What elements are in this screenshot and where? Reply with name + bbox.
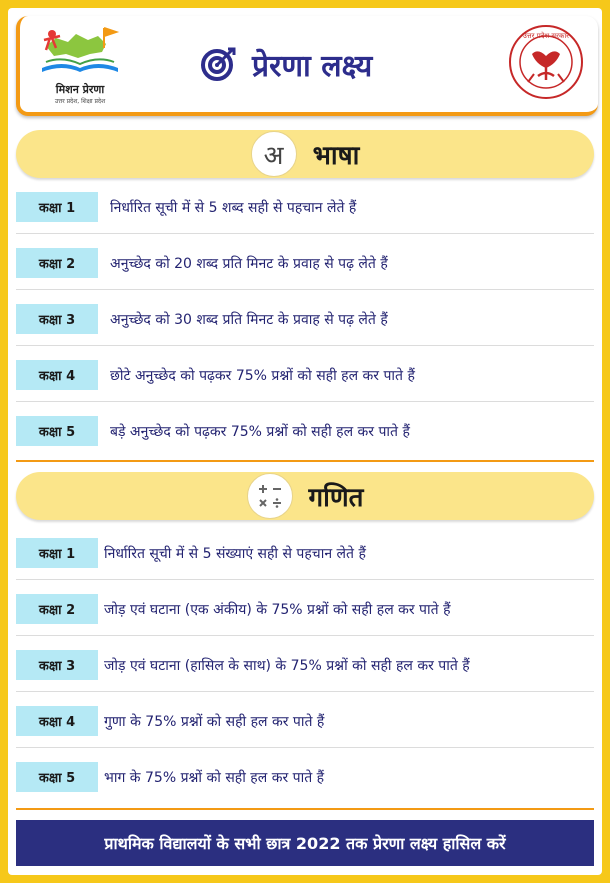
row-description: अनुच्छेद को 20 शब्द प्रति मिनट के प्रवाह से पढ़ लेते हैं [110,255,388,272]
class-label: कक्षा 5 [16,416,98,446]
section-divider [16,460,594,462]
page-title: प्रेरणा लक्ष्य [252,48,373,84]
target-icon [200,45,238,83]
seal-text: उत्तर प्रदेश सरकार [522,32,570,40]
language-row-class-5 [16,408,594,452]
class-label: कक्षा 4 [16,360,98,390]
class-label: कक्षा 2 [16,248,98,278]
math-row-class-3 [16,642,594,686]
language-section-title: भाषा [312,141,360,171]
language-row-class-3 [16,296,594,340]
row-divider [16,747,594,748]
logo-subtitle: उत्तर प्रदेश, शिक्षा प्रदेश [54,98,106,105]
row-divider [16,233,594,234]
math-row-class-1 [16,530,594,574]
class-label: कक्षा 3 [16,650,98,680]
row-description: निर्धारित सूची में से 5 संख्याएं सही से पहचान लेते हैं [104,545,366,562]
header-title-group [200,42,372,86]
section-divider [16,808,594,810]
math-section-title: गणित [308,483,364,513]
class-label: कक्षा 1 [16,192,98,222]
row-description: भाग के 75% प्रश्नों को सही हल कर पाते हैं [104,769,325,786]
math-section-header [16,472,594,520]
row-description: गुणा के 75% प्रश्नों को सही हल कर पाते हैं [104,713,325,730]
math-row-class-4 [16,698,594,742]
row-divider [16,345,594,346]
row-description: बड़े अनुच्छेद को पढ़कर 75% प्रश्नों को सही हल कर पाते हैं [110,423,410,440]
math-row-class-5 [16,754,594,798]
row-divider [16,401,594,402]
language-section-header [16,130,594,178]
language-row-class-1 [16,184,594,228]
row-description: जोड़ एवं घटाना (हासिल के साथ) के 75% प्रश्नों को सही हल कर पाते हैं [104,657,470,674]
header-banner [16,16,598,116]
math-row-class-2 [16,586,594,630]
row-divider [16,579,594,580]
language-row-class-2 [16,240,594,284]
class-label: कक्षा 4 [16,706,98,736]
row-description: निर्धारित सूची में से 5 शब्द सही से पहचान लेते हैं [110,199,357,216]
logo-title: मिशन प्रेरणा [55,83,105,96]
class-label: कक्षा 5 [16,762,98,792]
class-label: कक्षा 2 [16,594,98,624]
row-description: अनुच्छेद को 30 शब्द प्रति मिनट के प्रवाह से पढ़ लेते हैं [110,311,388,328]
language-row-class-4 [16,352,594,396]
up-government-seal-icon [508,24,584,100]
mission-prerna-logo [32,24,128,104]
footer-banner [16,820,594,866]
class-label: कक्षा 3 [16,304,98,334]
row-description: जोड़ एवं घटाना (एक अंकीय) के 75% प्रश्नों को सही हल कर पाते हैं [104,601,451,618]
row-description: छोटे अनुच्छेद को पढ़कर 75% प्रश्नों को सही हल कर पाते हैं [110,367,415,384]
row-divider [16,289,594,290]
math-symbols-icon [247,473,293,519]
row-divider [16,635,594,636]
row-divider [16,691,594,692]
footer-goal-text: प्राथमिक विद्यालयों के सभी छात्र 2022 तक प्रेरणा लक्ष्य हासिल करें [104,834,506,853]
class-label: कक्षा 1 [16,538,98,568]
devanagari-a-icon: अ [251,131,297,177]
